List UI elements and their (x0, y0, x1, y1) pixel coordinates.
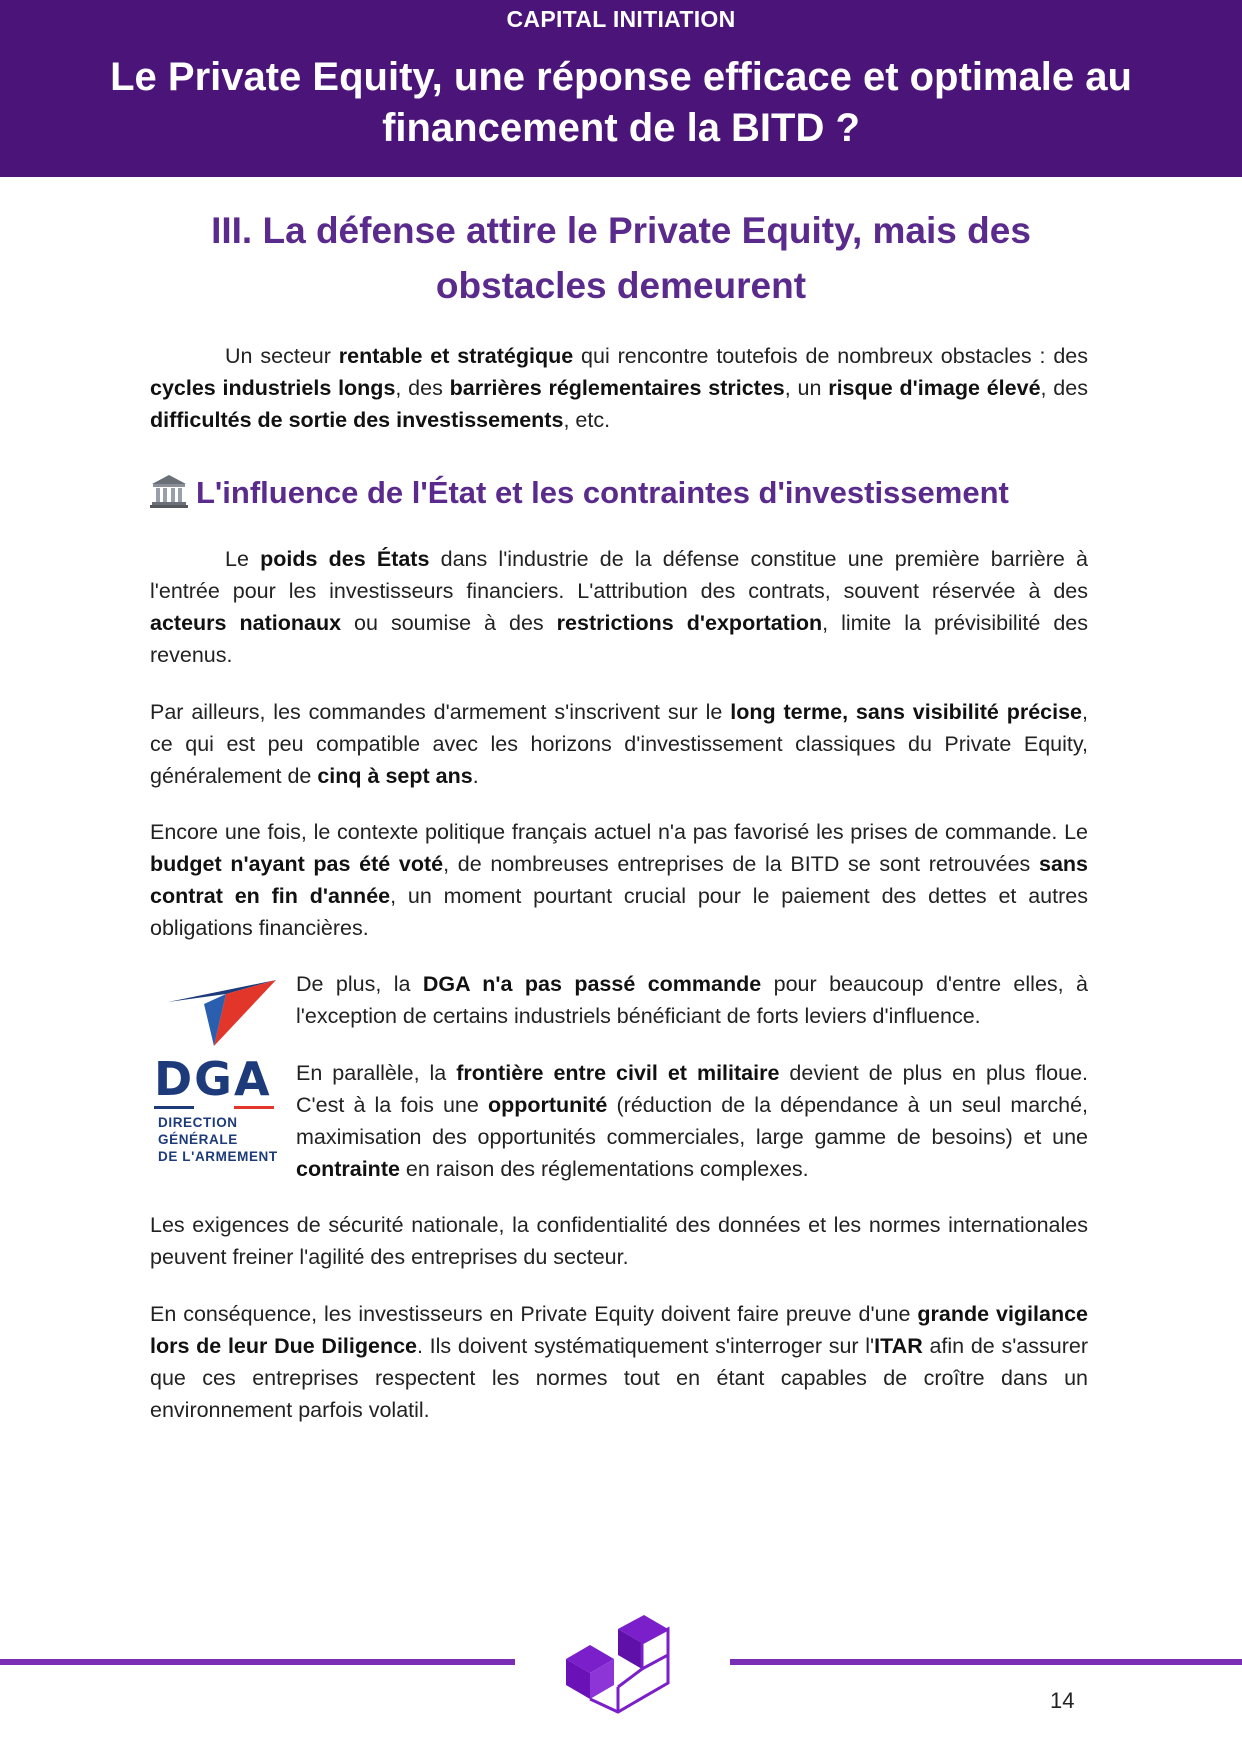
classical-building-icon (150, 473, 188, 522)
paragraph-4: De plus, la DGA n'a pas passé commande pour beaucoup d'entre elles, à l'exception de certains industriels bénéficiant de forts leviers d'influence. (296, 972, 1088, 1028)
capital-initiation-cube-logo-icon (560, 1607, 684, 1717)
page-number: 14 (1050, 1688, 1075, 1713)
dga-subtitle: DIRECTION GÉNÉRALE DE L'ARMEMENT (158, 1115, 278, 1164)
paragraph-5: En parallèle, la frontière entre civil et militaire devient de plus en plus floue. C'est à la fois une opportunité (réduction de la dépendance à un seul marché, maximisation des opportunités commerciales, large gamme de besoins) et une contrainte en raison des réglementations complexes. (296, 1061, 1088, 1181)
footer-line-left (0, 1659, 515, 1665)
paragraph-3: Encore une fois, le contexte politique français actuel n'a pas favorisé les prises de commande. Le budget n'ayant pas été voté, de nombreuses entreprises de la BITD se sont retrouvées sans contrat en fin d'année, un moment pourtant crucial pour le paiement des dettes et autres obligations financières. (150, 820, 1088, 940)
paragraph-2: Par ailleurs, les commandes d'armement s'inscrivent sur le long terme, sans visibilité précise, ce qui est peu compatible avec les horizons d'investissement classiques du Private Equity, généralement de cinq à sept ans. (150, 700, 1089, 788)
dga-logo (148, 980, 278, 1165)
dga-letters: DGA (154, 1052, 272, 1106)
brand-name: CAPITAL INITIATION (506, 6, 736, 32)
dga-tricolor-line (154, 1106, 276, 1109)
subsection-heading (150, 470, 1090, 522)
section-title: III. La défense attire le Private Equity, mais des obstacles demeurent (211, 210, 1031, 306)
paragraph-6: Les exigences de sécurité nationale, la confidentialité des données et les normes internationales peuvent freiner l'agilité des entreprises du secteur. (150, 1213, 1088, 1269)
dga-emblem-icon (166, 980, 276, 1050)
subsection-title: L'influence de l'État et les contraintes d'investissement (196, 475, 1009, 510)
document-title: Le Private Equity, une réponse efficace et optimale au financement de la BITD ? (110, 55, 1132, 150)
page-header (0, 0, 1242, 177)
footer-line-right (730, 1659, 1242, 1665)
paragraph-7: En conséquence, les investisseurs en Private Equity doivent faire preuve d'une grande vigilance lors de leur Due Diligence. Ils doivent systématiquement s'interroger sur l'ITAR afin de s'assurer que ces entreprises respectent les normes tout en étant capables de croître dans un environnement parfois volatil. (150, 1302, 1089, 1422)
intro-paragraph: Un secteur rentable et stratégique qui rencontre toutefois de nombreux obstacles : des cycles industriels longs, des barrières réglementaires strictes, un risque d'image élevé, des difficultés de sortie des investissements, etc. (150, 344, 1089, 432)
paragraph-1: Le poids des États dans l'industrie de la défense constitue une première barrière à l'entrée pour les investisseurs financiers. L'attribution des contrats, souvent réservée à des acteurs nationaux ou soumise à des restrictions d'exportation, limite la prévisibilité des revenus. (150, 547, 1089, 667)
